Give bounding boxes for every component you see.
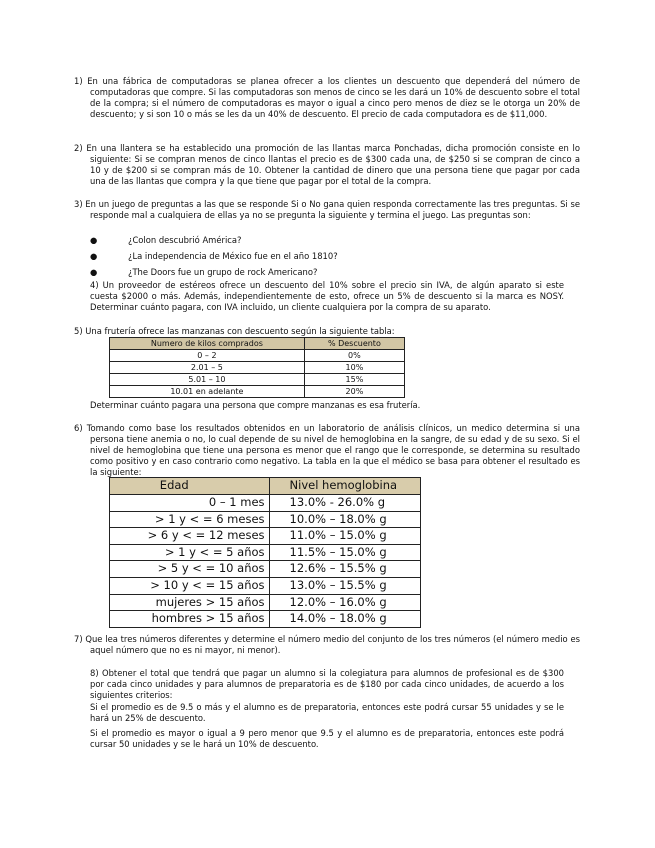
table-row xyxy=(110,611,421,628)
column-header: Nivel hemoglobina xyxy=(269,478,420,495)
problem-3: 3) En un juego de preguntas a las que se responde Si o No gana quien responda correctamente las tres preguntas. Si se responde mal a cualquiera de ellas ya no se pregunta la siguiente y termina el juego. Las preguntas son: xyxy=(74,199,580,220)
table-cell: hombres > 15 años xyxy=(110,611,270,628)
bullet-icon: ● xyxy=(90,235,98,245)
table-cell: 15% xyxy=(304,374,404,386)
question-text: ¿La independencia de México fue en el año 1810? xyxy=(128,251,338,261)
column-header: Edad xyxy=(110,478,270,495)
discount-table xyxy=(109,337,405,398)
problem-8-criterion-2: Si el promedio es mayor o igual a 9 pero menor que 9.5 y el alumno es de preparatoria, entonces este podrá cursar 50 unidades y se le hará un 10% de descuento. xyxy=(90,728,564,749)
problem-5: 5) Una frutería ofrece las manzanas con descuento según la siguiente tabla: xyxy=(74,326,395,336)
problem-5-question: Determinar cuánto pagara una persona que compre manzanas es esa frutería. xyxy=(90,400,421,410)
problem-1: 1) En una fábrica de computadoras se planea ofrecer a los clientes un descuento que dependerá del número de computadoras que compre. Si las computadoras son menos de cinco se les dará un 10% de descuento sobre el total de la compra; si el número de computadoras es mayor o igual a cinco pero menos de diez se le otorga un 20% de descuento; y si son 10 o más se les da un 40% de descuento. El precio de cada computadora es de $11,000. xyxy=(74,76,580,119)
table-cell: 11.0% – 15.0% g xyxy=(269,528,420,545)
column-header: % Descuento xyxy=(304,338,404,350)
table-cell: 13.0% - 26.0% g xyxy=(269,495,420,512)
problem-7: 7) Que lea tres números diferentes y determine el número medio del conjunto de los tres números (el número medio es aquel número que no es ni mayor, ni menor). xyxy=(74,634,580,655)
table-cell: 12.6% – 15.5% g xyxy=(269,561,420,578)
table-row xyxy=(110,528,421,545)
table-row xyxy=(110,362,405,374)
problem-4: 4) Un proveedor de estéreos ofrece un descuento del 10% sobre el precio sin IVA, de algún aparato si este cuesta $2000 o más. Además, independientemente de esto, ofrece un 5% de descuento si la marca es NOSY. Determinar cuánto pagara, con IVA incluido, un cliente cualquiera por la compra de su aparato. xyxy=(90,280,564,312)
table-cell: 13.0% – 15.5% g xyxy=(269,577,420,594)
table-row xyxy=(110,350,405,362)
question-text: ¿The Doors fue un grupo de rock Americano? xyxy=(128,267,318,277)
table-row xyxy=(110,577,421,594)
table-cell: > 6 y < = 12 meses xyxy=(110,528,270,545)
table-header-row xyxy=(110,478,421,495)
table-cell: > 10 y < = 15 años xyxy=(110,577,270,594)
table-row xyxy=(110,374,405,386)
table-row xyxy=(110,544,421,561)
table-cell: > 5 y < = 10 años xyxy=(110,561,270,578)
problem-2: 2) En una llantera se ha establecido una promoción de las llantas marca Ponchadas, dicha promoción consiste en lo siguiente: Si se compran menos de cinco llantas el precio es de $300 cada una, de $250 si se compran de cinco a 10 y de $200 si se compran más de 10. Obtener la cantidad de dinero que una persona tiene que pagar por cada una de las llantas que compra y la que tiene que pagar por el total de la compra. xyxy=(74,143,580,186)
table-cell: > 1 y < = 6 meses xyxy=(110,511,270,528)
table-cell: mujeres > 15 años xyxy=(110,594,270,611)
table-row xyxy=(110,594,421,611)
hemoglobin-table xyxy=(109,477,421,628)
table-cell: 20% xyxy=(304,386,404,398)
table-row xyxy=(110,495,421,512)
table-cell: 0% xyxy=(304,350,404,362)
table-row xyxy=(110,561,421,578)
table-cell: 10.01 en adelante xyxy=(110,386,305,398)
table-cell: 0 – 1 mes xyxy=(110,495,270,512)
table-cell: 2.01 – 5 xyxy=(110,362,305,374)
bullet-icon: ● xyxy=(90,267,98,277)
table-cell: 10% xyxy=(304,362,404,374)
problem-8-criterion-1: Si el promedio es de 9.5 o más y el alumno es de preparatoria, entonces este podrá cursar 55 unidades y se le hará un 25% de descuento. xyxy=(90,702,564,723)
table-cell: > 1 y < = 5 años xyxy=(110,544,270,561)
table-cell: 5.01 – 10 xyxy=(110,374,305,386)
table-cell: 12.0% – 16.0% g xyxy=(269,594,420,611)
table-cell: 14.0% – 18.0% g xyxy=(269,611,420,628)
table-row xyxy=(110,511,421,528)
bullet-icon: ● xyxy=(90,251,98,261)
question-text: ¿Colon descubrió América? xyxy=(128,235,242,245)
column-header: Numero de kilos comprados xyxy=(110,338,305,350)
table-cell: 11.5% – 15.0% g xyxy=(269,544,420,561)
table-cell: 10.0% – 18.0% g xyxy=(269,511,420,528)
problem-6: 6) Tomando como base los resultados obtenidos en un laboratorio de análisis clínicos, un medico determina si una persona tiene anemia o no, lo cual depende de su nivel de hemoglobina en la sangre, de su edad y de su sexo. Si el nivel de hemoglobina que tiene una persona es menor que el rango que le corresponde, se determina su resultado como positivo y en caso contrario como negativo. La tabla en la que el médico se basa para obtener el resultado es la siguiente: xyxy=(74,423,580,477)
table-row xyxy=(110,386,405,398)
table-header-row xyxy=(110,338,405,350)
table-cell: 0 – 2 xyxy=(110,350,305,362)
problem-8: 8) Obtener el total que tendrá que pagar un alumno si la colegiatura para alumnos de profesional es de $300 por cada cinco unidades y para alumnos de preparatoria es de $180 por cada cinco unidades, de acuerdo a los siguientes criterios: xyxy=(90,668,564,700)
